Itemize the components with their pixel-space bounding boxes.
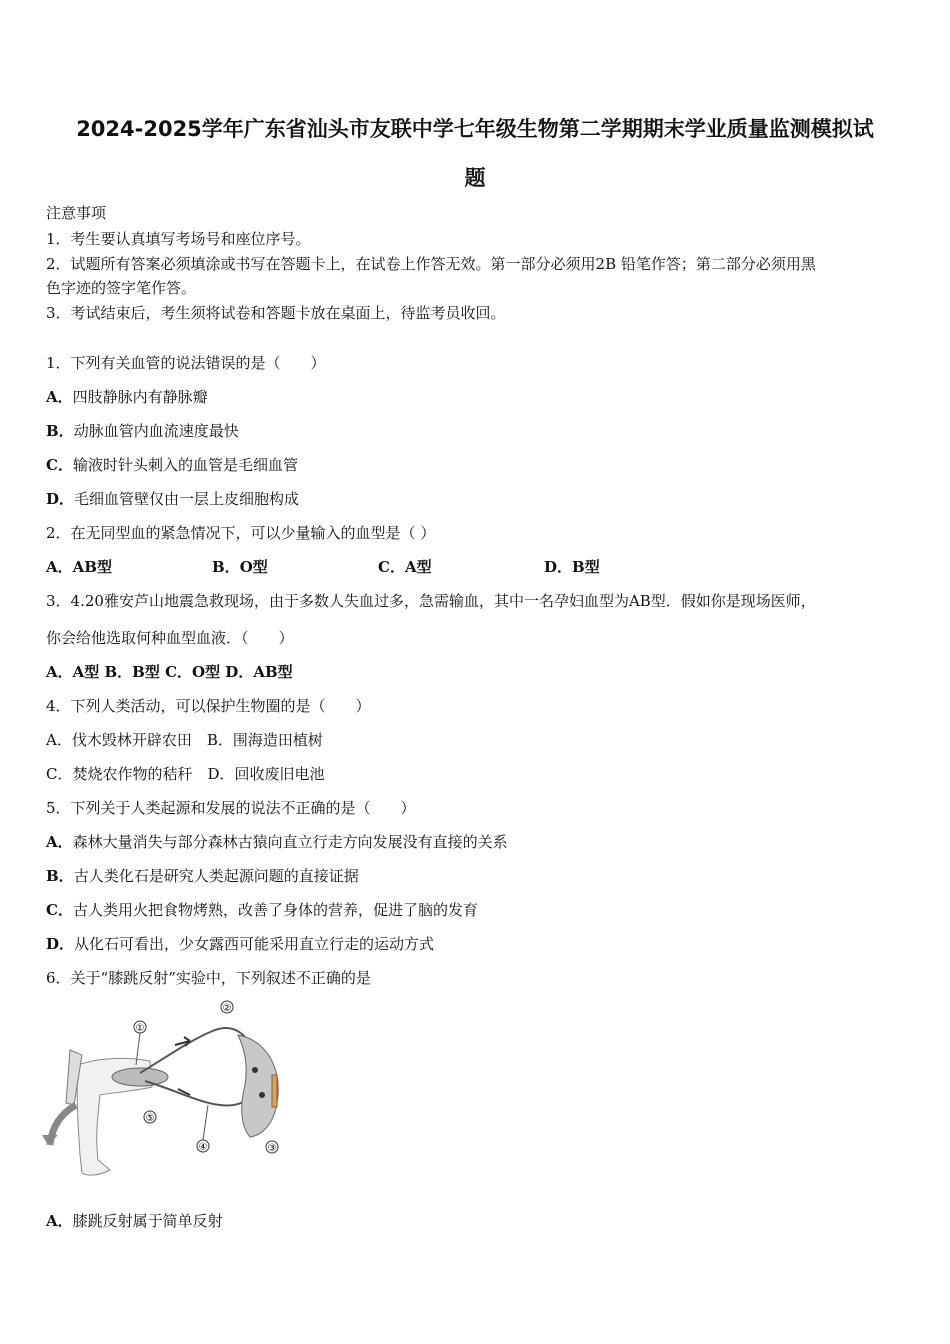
figure-label-5: ⑤	[145, 1113, 155, 1124]
notice-item-2-continued: 色字迹的签字笔作答。	[46, 279, 197, 297]
question-2-option-d: D．B型	[544, 558, 600, 576]
figure-label-3: ③	[267, 1143, 277, 1154]
page-title-continued: 题	[464, 166, 486, 190]
question-4-stem: 4．下列人类活动，可以保护生物圈的是（ ）	[46, 697, 371, 715]
question-5-option-a: A．森林大量消失与部分森林古猿向直立行走方向发展没有直接的关系	[46, 833, 508, 851]
question-2-option-c: C．A型	[378, 558, 432, 576]
question-1-option-b: B．动脉血管内血流速度最快	[46, 422, 239, 440]
question-1-option-d: D．毛细血管壁仅由一层上皮细胞构成	[46, 490, 300, 508]
notice-item-3: 3．考试结束后，考生须将试卷和答题卡放在桌面上，待监考员收回。	[46, 304, 506, 322]
question-2-stem: 2．在无同型血的紧急情况下，可以少量输入的血型是（ ）	[46, 524, 436, 542]
question-5-option-b: B．古人类化石是研究人类起源问题的直接证据	[46, 867, 359, 885]
question-1-option-a: A．四肢静脉内有静脉瓣	[46, 388, 208, 406]
question-5-option-c: C．古人类用火把食物烤熟，改善了身体的营养，促进了脑的发育	[46, 901, 478, 919]
question-6-stem: 6．关于“膝跳反射”实验中，下列叙述不正确的是	[46, 969, 371, 987]
page-title: 2024-2025学年广东省汕头市友联中学七年级生物第二学期期末学业质量监测模拟试	[76, 117, 874, 141]
figure-label-2: ②	[222, 1003, 232, 1014]
question-5-option-d: D．从化石可看出，少女露西可能采用直立行走的运动方式	[46, 935, 435, 953]
question-2-option-b: B．O型	[212, 558, 268, 576]
question-4-options-row-2: C．焚烧农作物的秸秆 D．回收废旧电池	[46, 765, 325, 783]
question-1-option-c: C．输液时针头刺入的血管是毛细血管	[46, 456, 298, 474]
figure-label-4: ④	[198, 1142, 208, 1153]
question-5-stem: 5．下列关于人类起源和发展的说法不正确的是（ ）	[46, 799, 416, 817]
figure-label-1: ①	[135, 1023, 145, 1034]
notice-item-1: 1．考生要认真填写考场号和座位序号。	[46, 230, 311, 248]
question-4-options-row-1: A．伐木毁林开辟农田 B．围海造田植树	[46, 731, 323, 749]
notice-heading: 注意事项	[46, 204, 107, 222]
question-2-option-a: A．AB型	[46, 558, 112, 576]
notice-item-2: 2．试题所有答案必须填涂或书写在答题卡上，在试卷上作答无效。第一部分必须用2B 铅笔作答；第二部分必须用黑	[46, 255, 816, 273]
knee-jerk-reflex-figure	[40, 995, 290, 1185]
question-1-stem: 1．下列有关血管的说法错误的是（ ）	[46, 354, 326, 372]
question-3-stem: 3．4.20雅安芦山地震急救现场，由于多数人失血过多，急需输血，其中一名孕妇血型为AB型．假如你是现场医师，	[46, 592, 816, 610]
efferent-nerve	[145, 1081, 252, 1106]
question-3-options: A．A型 B．B型 C．O型 D．AB型	[46, 663, 293, 681]
question-6-option-a: A．膝跳反射属于简单反射	[46, 1212, 223, 1230]
quadriceps-muscle	[112, 1068, 168, 1086]
question-3-stem-continued: 你会给他选取何种血型血液．（ ）	[46, 629, 294, 647]
